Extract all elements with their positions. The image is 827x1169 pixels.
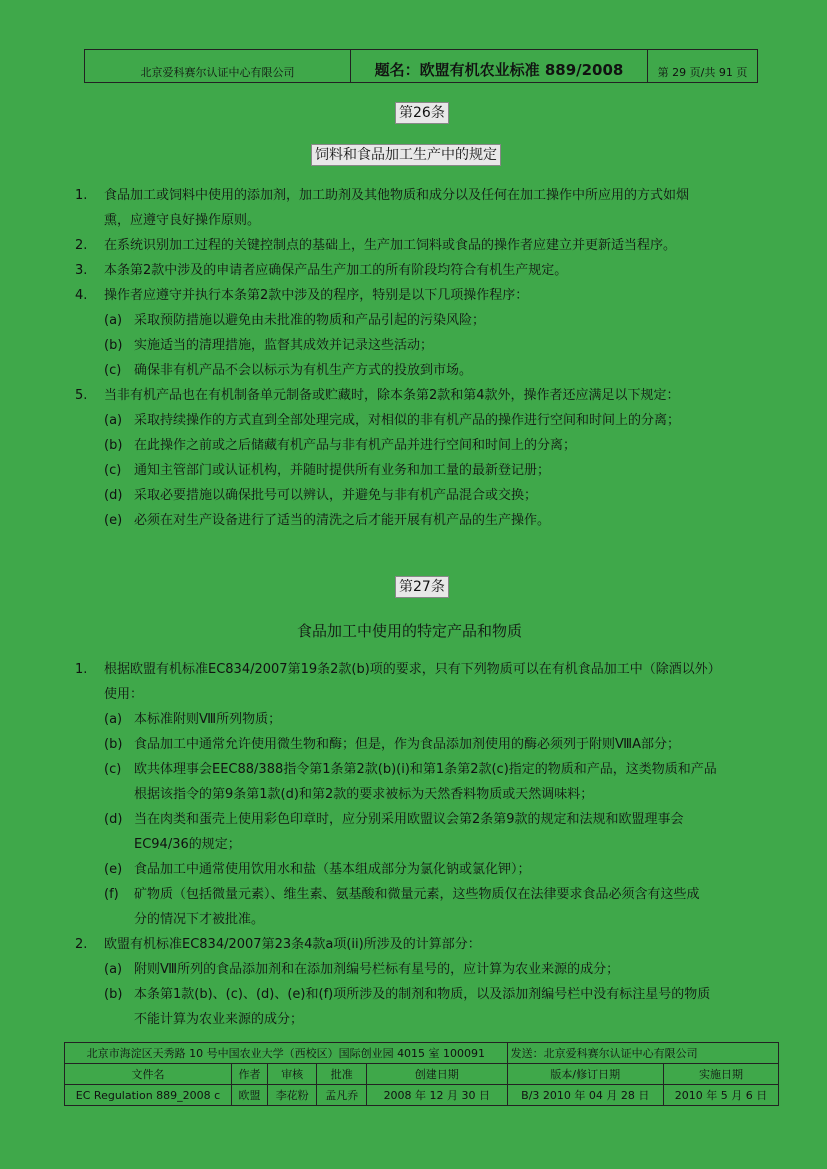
list-item-text: EC94/36的规定； xyxy=(134,837,241,852)
list-item-text: 本条第2款中涉及的申请者应确保产品生产加工的所有阶段均符合有机生产规定。 xyxy=(104,263,568,278)
list-marker: 1. xyxy=(75,662,88,677)
list-item-text: 食品加工中通常使用饮用水和盐（基本组成部分为氯化钠或氯化钾）； xyxy=(134,862,531,877)
list-marker: (d) xyxy=(104,488,123,503)
list-item-text: 根据该指令的第9条第1款(d)和第2款的要求被标为天然香料物质或天然调味料； xyxy=(134,787,594,802)
page-header xyxy=(84,49,758,83)
list-item-text: 不能计算为农业来源的成分； xyxy=(134,1012,304,1027)
footer-header-author: 作者 xyxy=(232,1064,268,1085)
list-marker: (c) xyxy=(104,463,122,478)
list-marker: 1. xyxy=(75,188,88,203)
footer-header-file: 文件名 xyxy=(65,1064,232,1085)
list-item-text: 当在肉类和蛋壳上使用彩色印章时，应分别采用欧盟议会第2条第9款的规定和法规和欧盟理事会 xyxy=(134,812,684,827)
article-26-subtitle: 饲料和食品加工生产中的规定 xyxy=(311,144,501,166)
list-item-text: 通知主管部门或认证机构，并随时提供所有业务和加工量的最新登记册； xyxy=(134,463,551,478)
list-item-text: 必须在对生产设备进行了适当的清洗之后才能开展有机产品的生产操作。 xyxy=(134,513,551,528)
list-marker: (b) xyxy=(104,338,123,353)
list-item-text: 矿物质（包括微量元素）、维生素、氨基酸和微量元素，这些物质仅在法律要求食品必须含有这些成 xyxy=(134,887,700,902)
list-marker: 2. xyxy=(75,238,88,253)
list-item-text: 采取持续操作的方式直到全部处理完成，对相似的非有机产品的操作进行空间和时间上的分离； xyxy=(134,413,681,428)
footer-file: EC Regulation 889_2008 c xyxy=(65,1085,232,1106)
list-item-text: 采取必要措施以确保批号可以辨认，并避免与非有机产品混合或交换； xyxy=(134,488,538,503)
footer-created: 2008 年 12 月 30 日 xyxy=(366,1085,507,1106)
footer-address: 北京市海淀区天秀路 10 号中国农业大学（西校区）国际创业园 4015 室 100091 xyxy=(65,1043,508,1064)
list-item-text: 食品加工中通常允许使用微生物和酶；但是，作为食品添加剂使用的酶必须列于附则ⅧA部分； xyxy=(134,737,681,752)
footer-approve: 孟凡乔 xyxy=(317,1085,367,1106)
article-27-heading: 第27条 xyxy=(395,576,449,598)
page-footer-table xyxy=(64,1042,779,1106)
list-marker: 2. xyxy=(75,937,88,952)
footer-header-impl: 实施日期 xyxy=(663,1064,778,1085)
list-item-text: 根据欧盟有机标准EC834/2007第19条2款(b)项的要求，只有下列物质可以在有机食品加工中（除酒以外） xyxy=(104,662,721,677)
list-marker: (a) xyxy=(104,962,123,977)
list-marker: (c) xyxy=(104,762,122,777)
list-marker: 5. xyxy=(75,388,88,403)
list-marker: (a) xyxy=(104,413,123,428)
header-title: 题名：欧盟有机农业标准 889/2008 xyxy=(351,50,648,82)
list-marker: (e) xyxy=(104,513,123,528)
list-item-text: 本标准附则Ⅷ所列物质； xyxy=(134,712,282,727)
footer-header-approve: 批准 xyxy=(317,1064,367,1085)
footer-header-review: 审核 xyxy=(267,1064,317,1085)
list-marker: (e) xyxy=(104,862,123,877)
list-marker: (b) xyxy=(104,737,123,752)
list-item-text: 在此操作之前或之后储藏有机产品与非有机产品并进行空间和时间上的分离； xyxy=(134,438,577,453)
list-item-text: 熏，应遵守良好操作原则。 xyxy=(104,213,261,228)
list-item-text: 本条第1款(b)、(c)、(d)、(e)和(f)项所涉及的制剂和物质，以及添加剂编号栏中没有标注星号的物质 xyxy=(134,987,711,1002)
list-marker: (c) xyxy=(104,363,122,378)
list-marker: (f) xyxy=(104,887,119,902)
list-item-text: 操作者应遵守并执行本条第2款中涉及的程序，特别是以下几项操作程序： xyxy=(104,288,529,303)
list-item-text: 在系统识别加工过程的关键控制点的基础上，生产加工饲料或食品的操作者应建立并更新适当程序。 xyxy=(104,238,677,253)
article-26-heading: 第26条 xyxy=(395,102,449,124)
list-item-text: 当非有机产品也在有机制备单元制备或贮藏时，除本条第2款和第4款外，操作者还应满足以下规定： xyxy=(104,388,680,403)
footer-author: 欧盟 xyxy=(232,1085,268,1106)
list-item-text: 食品加工或饲料中使用的添加剂，加工助剂及其他物质和成分以及任何在加工操作中所应用的方式如烟 xyxy=(104,188,690,203)
article-27-subtitle: 食品加工中使用的特定产品和物质 xyxy=(297,622,523,640)
footer-sendto: 发送：北京爱科赛尔认证中心有限公司 xyxy=(507,1043,778,1064)
list-marker: (a) xyxy=(104,712,123,727)
list-item-text: 欧盟有机标准EC834/2007第23条4款a项(ii)所涉及的计算部分： xyxy=(104,937,481,952)
footer-impl: 2010 年 5 月 6 日 xyxy=(663,1085,778,1106)
header-page-number: 第 29 页/共 91 页 xyxy=(657,66,748,79)
list-marker: (a) xyxy=(104,313,123,328)
list-item-text: 附则Ⅷ所列的食品添加剂和在添加剂编号栏标有星号的，应计算为农业来源的成分； xyxy=(134,962,620,977)
list-item-text: 确保非有机产品不会以标示为有机生产方式的投放到市场。 xyxy=(134,363,473,378)
footer-review: 李花粉 xyxy=(267,1085,317,1106)
list-marker: 3. xyxy=(75,263,88,278)
list-marker: (d) xyxy=(104,812,123,827)
list-item-text: 实施适当的清理措施，监督其成效并记录这些活动； xyxy=(134,338,434,353)
footer-header-created: 创建日期 xyxy=(366,1064,507,1085)
list-item-text: 采取预防措施以避免由未批准的物质和产品引起的污染风险； xyxy=(134,313,486,328)
footer-version: B/3 2010 年 04 月 28 日 xyxy=(507,1085,663,1106)
list-marker: (b) xyxy=(104,438,123,453)
list-item-text: 分的情况下才被批准。 xyxy=(134,912,265,927)
list-item-text: 欧共体理事会EEC88/388指令第1条第2款(b)(i)和第1条第2款(c)指定的物质和产品，这类物质和产品 xyxy=(134,762,717,777)
list-marker: 4. xyxy=(75,288,88,303)
list-marker: (b) xyxy=(104,987,123,1002)
list-item-text: 使用： xyxy=(104,687,144,702)
footer-header-version: 版本/修订日期 xyxy=(507,1064,663,1085)
header-company: 北京爱科赛尔认证中心有限公司 xyxy=(85,50,351,82)
